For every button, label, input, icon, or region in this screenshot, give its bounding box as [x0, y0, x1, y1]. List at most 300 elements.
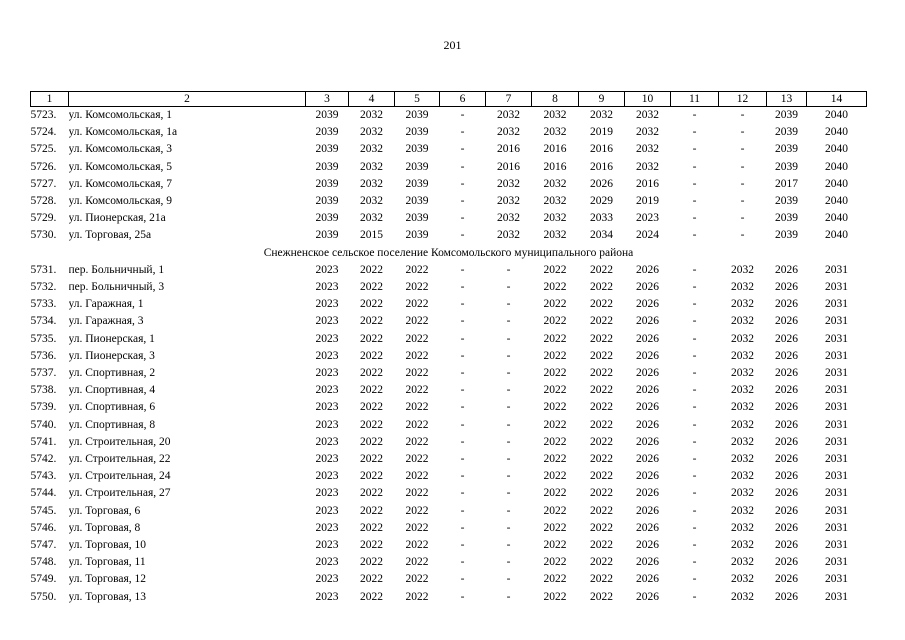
year-cell-col-5: 2022 — [405, 298, 429, 311]
year-cell-col-4: 2022 — [360, 401, 383, 414]
year-cell-col-9: 2022 — [590, 367, 613, 380]
year-cell-col-7: - — [506, 401, 511, 414]
year-cell-col-11: - — [692, 470, 697, 483]
year-cell-col-12: 2032 — [731, 573, 754, 586]
row-number: 5731. — [30, 263, 57, 276]
year-cell-col-8: 2022 — [543, 367, 567, 380]
year-cell-col-13: 2026 — [775, 349, 798, 362]
year-cell-col-9: 2022 — [590, 590, 613, 603]
year-cell-col-9: 2022 — [590, 435, 613, 448]
year-cell-col-14: 2031 — [825, 367, 848, 380]
row-number: 5724. — [30, 126, 57, 139]
row-number: 5740. — [30, 418, 57, 431]
year-cell-col-3: 2023 — [315, 453, 339, 466]
year-cell-col-10: 2026 — [636, 401, 659, 414]
year-cell-col-8: 2032 — [543, 195, 567, 208]
year-cell-col-12: - — [740, 177, 745, 190]
year-cell-col-7: - — [506, 315, 511, 328]
year-cell-col-5: 2039 — [405, 212, 429, 225]
year-cell-col-10: 2032 — [636, 126, 659, 139]
year-cell-col-6: - — [460, 160, 465, 173]
year-cell-col-8: 2022 — [543, 573, 567, 586]
header-cell: 13 — [767, 92, 807, 107]
year-cell-col-9: 2022 — [590, 384, 613, 397]
section-row — [31, 245, 867, 262]
year-cell-col-5: 2039 — [405, 177, 429, 190]
year-cell-col-8: 2016 — [543, 160, 567, 173]
year-cell-col-5: 2022 — [405, 573, 429, 586]
year-cell-col-11: - — [692, 487, 697, 500]
year-cell-col-5: 2022 — [405, 470, 429, 483]
address-cell: ул. Торговая, 13 — [68, 590, 146, 603]
table-row — [31, 159, 867, 176]
year-cell-col-13: 2039 — [775, 126, 798, 139]
year-cell-col-8: 2022 — [543, 590, 567, 603]
year-cell-col-12: - — [740, 160, 745, 173]
address-cell: ул. Строительная, 24 — [68, 470, 171, 483]
year-cell-col-12: 2032 — [731, 556, 754, 569]
year-cell-col-9: 2022 — [590, 470, 613, 483]
year-cell-col-13: 2026 — [775, 298, 798, 311]
year-cell-col-3: 2023 — [315, 435, 339, 448]
year-cell-col-7: 2032 — [497, 109, 520, 121]
row-number: 5749. — [30, 573, 57, 586]
year-cell-col-6: - — [460, 177, 465, 190]
year-cell-col-9: 2022 — [590, 349, 613, 362]
year-cell-col-13: 2039 — [775, 212, 798, 225]
year-cell-col-7: - — [506, 349, 511, 362]
year-cell-col-4: 2022 — [360, 298, 383, 311]
year-cell-col-9: 2022 — [590, 298, 613, 311]
year-cell-col-8: 2022 — [543, 539, 567, 552]
year-cell-col-11: - — [692, 539, 697, 552]
year-cell-col-4: 2022 — [360, 573, 383, 586]
section-title: Снежненское сельское поселение Комсомольского муниципального района — [263, 246, 634, 259]
year-cell-col-14: 2031 — [825, 349, 848, 362]
year-cell-col-12: - — [740, 195, 745, 208]
year-cell-col-14: 2031 — [825, 263, 848, 276]
year-cell-col-9: 2022 — [590, 315, 613, 328]
year-cell-col-10: 2026 — [636, 263, 659, 276]
year-cell-col-9: 2032 — [590, 109, 613, 121]
address-cell: ул. Строительная, 20 — [68, 435, 171, 448]
year-cell-col-12: 2032 — [731, 298, 754, 311]
year-cell-col-6: - — [460, 556, 465, 569]
year-cell-col-5: 2022 — [405, 281, 429, 294]
year-cell-col-6: - — [460, 281, 465, 294]
year-cell-col-13: 2026 — [775, 470, 798, 483]
year-cell-col-7: - — [506, 384, 511, 397]
table-row — [31, 313, 867, 330]
year-cell-col-7: - — [506, 332, 511, 345]
year-cell-col-14: 2031 — [825, 315, 848, 328]
address-cell: ул. Гаражная, 3 — [68, 315, 144, 328]
year-cell-col-13: 2026 — [775, 556, 798, 569]
year-cell-col-11: - — [692, 418, 697, 431]
year-cell-col-14: 2031 — [825, 573, 848, 586]
year-cell-col-9: 2016 — [590, 160, 613, 173]
year-cell-col-10: 2026 — [636, 315, 659, 328]
year-cell-col-11: - — [692, 281, 697, 294]
header-cell: 4 — [349, 92, 395, 107]
year-cell-col-7: 2032 — [497, 177, 520, 190]
year-cell-col-11: - — [692, 504, 697, 517]
address-cell: ул. Торговая, 12 — [68, 573, 146, 586]
address-cell: ул. Спортивная, 6 — [68, 401, 156, 414]
year-cell-col-11: - — [692, 177, 697, 190]
year-cell-col-9: 2029 — [590, 195, 613, 208]
year-cell-col-12: 2032 — [731, 470, 754, 483]
year-cell-col-5: 2039 — [405, 109, 429, 121]
year-cell-col-3: 2023 — [315, 315, 339, 328]
year-cell-col-11: - — [692, 573, 697, 586]
year-cell-col-6: - — [460, 401, 465, 414]
row-number: 5748. — [30, 556, 57, 569]
year-cell-col-8: 2022 — [543, 263, 567, 276]
year-cell-col-8: 2022 — [543, 521, 567, 534]
year-cell-col-6: - — [460, 229, 465, 242]
year-cell-col-11: - — [692, 160, 697, 173]
row-number: 5742. — [30, 453, 57, 466]
row-number: 5739. — [30, 401, 57, 414]
row-number: 5732. — [30, 281, 57, 294]
year-cell-col-12: - — [740, 212, 745, 225]
year-cell-col-8: 2022 — [543, 315, 567, 328]
table-row — [31, 503, 867, 520]
year-cell-col-6: - — [460, 263, 465, 276]
year-cell-col-7: - — [506, 263, 511, 276]
table-row — [31, 399, 867, 416]
row-number: 5745. — [30, 504, 57, 517]
year-cell-col-12: 2032 — [731, 521, 754, 534]
year-cell-col-14: 2031 — [825, 556, 848, 569]
year-cell-col-9: 2022 — [590, 504, 613, 517]
year-cell-col-3: 2023 — [315, 349, 339, 362]
year-cell-col-3: 2023 — [315, 418, 339, 431]
year-cell-col-4: 2022 — [360, 418, 383, 431]
row-number: 5735. — [30, 332, 57, 345]
year-cell-col-5: 2022 — [405, 487, 429, 500]
year-cell-col-10: 2024 — [636, 229, 659, 242]
year-cell-col-10: 2032 — [636, 143, 659, 156]
row-number: 5729. — [30, 212, 57, 225]
address-cell: ул. Комсомольская, 7 — [68, 177, 173, 190]
year-cell-col-5: 2022 — [405, 315, 429, 328]
table-row — [31, 262, 867, 279]
year-cell-col-9: 2019 — [590, 126, 613, 139]
year-cell-col-9: 2033 — [590, 212, 613, 225]
year-cell-col-14: 2031 — [825, 384, 848, 397]
year-cell-col-12: 2032 — [731, 384, 754, 397]
year-cell-col-7: - — [506, 281, 511, 294]
year-cell-col-5: 2039 — [405, 143, 429, 156]
table-row — [31, 107, 867, 125]
year-cell-col-13: 2017 — [775, 177, 798, 190]
year-cell-col-3: 2023 — [315, 384, 339, 397]
year-cell-col-4: 2022 — [360, 556, 383, 569]
year-cell-col-5: 2022 — [405, 521, 429, 534]
year-cell-col-14: 2031 — [825, 332, 848, 345]
row-number: 5728. — [30, 195, 57, 208]
year-cell-col-12: 2032 — [731, 263, 754, 276]
year-cell-col-6: - — [460, 349, 465, 362]
year-cell-col-7: - — [506, 367, 511, 380]
year-cell-col-7: - — [506, 470, 511, 483]
address-cell: ул. Строительная, 22 — [68, 453, 171, 466]
year-cell-col-13: 2026 — [775, 418, 798, 431]
year-cell-col-8: 2022 — [543, 453, 567, 466]
table-row — [31, 210, 867, 227]
year-cell-col-8: 2022 — [543, 418, 567, 431]
year-cell-col-12: - — [740, 109, 745, 121]
year-cell-col-7: - — [506, 573, 511, 586]
year-cell-col-10: 2026 — [636, 418, 659, 431]
year-cell-col-12: 2032 — [731, 315, 754, 328]
year-cell-col-4: 2022 — [360, 590, 383, 603]
year-cell-col-7: 2016 — [497, 143, 520, 156]
year-cell-col-4: 2022 — [360, 521, 383, 534]
year-cell-col-10: 2032 — [636, 160, 659, 173]
year-cell-col-10: 2026 — [636, 487, 659, 500]
year-cell-col-12: 2032 — [731, 435, 754, 448]
year-cell-col-6: - — [460, 315, 465, 328]
year-cell-col-12: 2032 — [731, 332, 754, 345]
year-cell-col-5: 2022 — [405, 504, 429, 517]
table-row — [31, 227, 867, 244]
year-cell-col-13: 2026 — [775, 539, 798, 552]
year-cell-col-14: 2040 — [825, 143, 848, 156]
address-cell: пер. Больничный, 1 — [68, 263, 165, 276]
year-cell-col-4: 2022 — [360, 487, 383, 500]
year-cell-col-3: 2039 — [315, 126, 339, 139]
year-cell-col-10: 2026 — [636, 298, 659, 311]
year-cell-col-12: 2032 — [731, 539, 754, 552]
row-number: 5730. — [30, 229, 57, 242]
year-cell-col-11: - — [692, 298, 697, 311]
year-cell-col-14: 2031 — [825, 453, 848, 466]
address-cell: ул. Торговая, 6 — [68, 504, 141, 517]
row-number: 5734. — [30, 315, 57, 328]
year-cell-col-11: - — [692, 143, 697, 156]
year-cell-col-10: 2032 — [636, 109, 659, 121]
year-cell-col-5: 2022 — [405, 263, 429, 276]
header-row — [31, 92, 867, 107]
row-number: 5743. — [30, 470, 57, 483]
row-number: 5744. — [30, 487, 57, 500]
table-row — [31, 520, 867, 537]
year-cell-col-13: 2026 — [775, 590, 798, 603]
section-group — [31, 245, 867, 262]
year-cell-col-9: 2022 — [590, 263, 613, 276]
address-cell: ул. Комсомольская, 1а — [68, 126, 178, 139]
year-cell-col-9: 2022 — [590, 539, 613, 552]
year-cell-col-5: 2022 — [405, 332, 429, 345]
table-body-komsomolskaya — [31, 107, 867, 245]
year-cell-col-9: 2022 — [590, 281, 613, 294]
year-cell-col-3: 2023 — [315, 573, 339, 586]
row-number: 5747. — [30, 539, 57, 552]
header-cell: 7 — [486, 92, 532, 107]
year-cell-col-12: 2032 — [731, 281, 754, 294]
year-cell-col-7: 2032 — [497, 195, 520, 208]
year-cell-col-13: 2026 — [775, 521, 798, 534]
year-cell-col-7: 2016 — [497, 160, 520, 173]
year-cell-col-14: 2040 — [825, 195, 848, 208]
table-row — [31, 382, 867, 399]
year-cell-col-3: 2023 — [315, 367, 339, 380]
year-cell-col-3: 2023 — [315, 263, 339, 276]
year-cell-col-7: - — [506, 504, 511, 517]
address-cell: ул. Комсомольская, 9 — [68, 195, 173, 208]
year-cell-col-5: 2022 — [405, 349, 429, 362]
year-cell-col-13: 2026 — [775, 573, 798, 586]
year-cell-col-14: 2031 — [825, 504, 848, 517]
year-cell-col-7: - — [506, 590, 511, 603]
table-row — [31, 468, 867, 485]
table-row — [31, 365, 867, 382]
address-cell: ул. Строительная, 27 — [68, 487, 171, 500]
year-cell-col-6: - — [460, 504, 465, 517]
year-cell-col-6: - — [460, 521, 465, 534]
year-cell-col-4: 2022 — [360, 384, 383, 397]
year-cell-col-13: 2039 — [775, 109, 798, 121]
header-cell: 11 — [671, 92, 719, 107]
year-cell-col-13: 2039 — [775, 229, 798, 242]
year-cell-col-5: 2022 — [405, 367, 429, 380]
table-row — [31, 331, 867, 348]
header-cell: 6 — [440, 92, 486, 107]
year-cell-col-14: 2040 — [825, 177, 848, 190]
year-cell-col-10: 2019 — [636, 195, 659, 208]
year-cell-col-6: - — [460, 590, 465, 603]
table-row — [31, 141, 867, 158]
year-cell-col-12: 2032 — [731, 401, 754, 414]
year-cell-col-5: 2022 — [405, 539, 429, 552]
year-cell-col-9: 2022 — [590, 573, 613, 586]
year-cell-col-8: 2022 — [543, 332, 567, 345]
year-cell-col-3: 2023 — [315, 521, 339, 534]
year-cell-col-10: 2026 — [636, 470, 659, 483]
year-cell-col-4: 2032 — [360, 143, 383, 156]
year-cell-col-8: 2032 — [543, 109, 567, 121]
year-cell-col-13: 2026 — [775, 453, 798, 466]
year-cell-col-6: - — [460, 126, 465, 139]
year-cell-col-5: 2039 — [405, 229, 429, 242]
header-cell: 5 — [395, 92, 440, 107]
year-cell-col-3: 2023 — [315, 539, 339, 552]
year-cell-col-5: 2022 — [405, 453, 429, 466]
year-cell-col-5: 2039 — [405, 195, 429, 208]
year-cell-col-3: 2023 — [315, 332, 339, 345]
table-row — [31, 571, 867, 588]
year-cell-col-3: 2023 — [315, 281, 339, 294]
year-cell-col-6: - — [460, 332, 465, 345]
year-cell-col-5: 2022 — [405, 590, 429, 603]
year-cell-col-14: 2040 — [825, 212, 848, 225]
address-cell: ул. Пионерская, 3 — [68, 349, 155, 362]
table-row — [31, 124, 867, 141]
year-cell-col-8: 2022 — [543, 556, 567, 569]
year-cell-col-6: - — [460, 143, 465, 156]
year-cell-col-10: 2026 — [636, 281, 659, 294]
year-cell-col-4: 2022 — [360, 263, 383, 276]
year-cell-col-11: - — [692, 349, 697, 362]
row-number: 5750. — [30, 590, 57, 603]
header-cell: 12 — [719, 92, 767, 107]
schedule-table — [30, 91, 867, 606]
year-cell-col-4: 2022 — [360, 435, 383, 448]
year-cell-col-11: - — [692, 384, 697, 397]
year-cell-col-4: 2032 — [360, 177, 383, 190]
year-cell-col-12: - — [740, 126, 745, 139]
year-cell-col-9: 2022 — [590, 401, 613, 414]
year-cell-col-9: 2026 — [590, 177, 613, 190]
year-cell-col-14: 2031 — [825, 487, 848, 500]
year-cell-col-10: 2026 — [636, 384, 659, 397]
year-cell-col-3: 2039 — [315, 160, 339, 173]
table-row — [31, 296, 867, 313]
year-cell-col-4: 2022 — [360, 315, 383, 328]
year-cell-col-12: 2032 — [731, 590, 754, 603]
year-cell-col-8: 2022 — [543, 384, 567, 397]
year-cell-col-11: - — [692, 126, 697, 139]
year-cell-col-14: 2031 — [825, 401, 848, 414]
year-cell-col-7: - — [506, 298, 511, 311]
year-cell-col-12: 2032 — [731, 453, 754, 466]
year-cell-col-14: 2040 — [825, 160, 848, 173]
year-cell-col-3: 2023 — [315, 470, 339, 483]
year-cell-col-6: - — [460, 573, 465, 586]
year-cell-col-4: 2032 — [360, 126, 383, 139]
year-cell-col-4: 2022 — [360, 332, 383, 345]
table-row — [31, 554, 867, 571]
year-cell-col-4: 2032 — [360, 195, 383, 208]
year-cell-col-4: 2022 — [360, 281, 383, 294]
year-cell-col-8: 2022 — [543, 504, 567, 517]
year-cell-col-6: - — [460, 298, 465, 311]
year-cell-col-10: 2026 — [636, 521, 659, 534]
table-row — [31, 348, 867, 365]
year-cell-col-4: 2032 — [360, 212, 383, 225]
year-cell-col-3: 2039 — [315, 109, 339, 121]
header-cell: 8 — [532, 92, 579, 107]
year-cell-col-9: 2022 — [590, 556, 613, 569]
year-cell-col-6: - — [460, 435, 465, 448]
address-cell: ул. Комсомольская, 5 — [68, 160, 173, 173]
year-cell-col-5: 2039 — [405, 160, 429, 173]
year-cell-col-7: - — [506, 487, 511, 500]
address-cell: ул. Торговая, 8 — [68, 521, 141, 534]
year-cell-col-7: - — [506, 435, 511, 448]
header-cell: 2 — [69, 92, 306, 107]
year-cell-col-14: 2031 — [825, 435, 848, 448]
address-cell: ул. Пионерская, 21а — [68, 212, 166, 225]
year-cell-col-11: - — [692, 109, 697, 121]
year-cell-col-9: 2022 — [590, 332, 613, 345]
row-number: 5738. — [30, 384, 57, 397]
year-cell-col-8: 2022 — [543, 401, 567, 414]
address-cell: ул. Гаражная, 1 — [68, 298, 144, 311]
header-cell: 1 — [31, 92, 69, 107]
address-cell: ул. Спортивная, 4 — [68, 384, 156, 397]
year-cell-col-5: 2022 — [405, 401, 429, 414]
year-cell-col-4: 2022 — [360, 367, 383, 380]
table-row — [31, 279, 867, 296]
row-number: 5727. — [30, 177, 57, 190]
year-cell-col-14: 2031 — [825, 590, 848, 603]
year-cell-col-6: - — [460, 539, 465, 552]
year-cell-col-14: 2031 — [825, 470, 848, 483]
